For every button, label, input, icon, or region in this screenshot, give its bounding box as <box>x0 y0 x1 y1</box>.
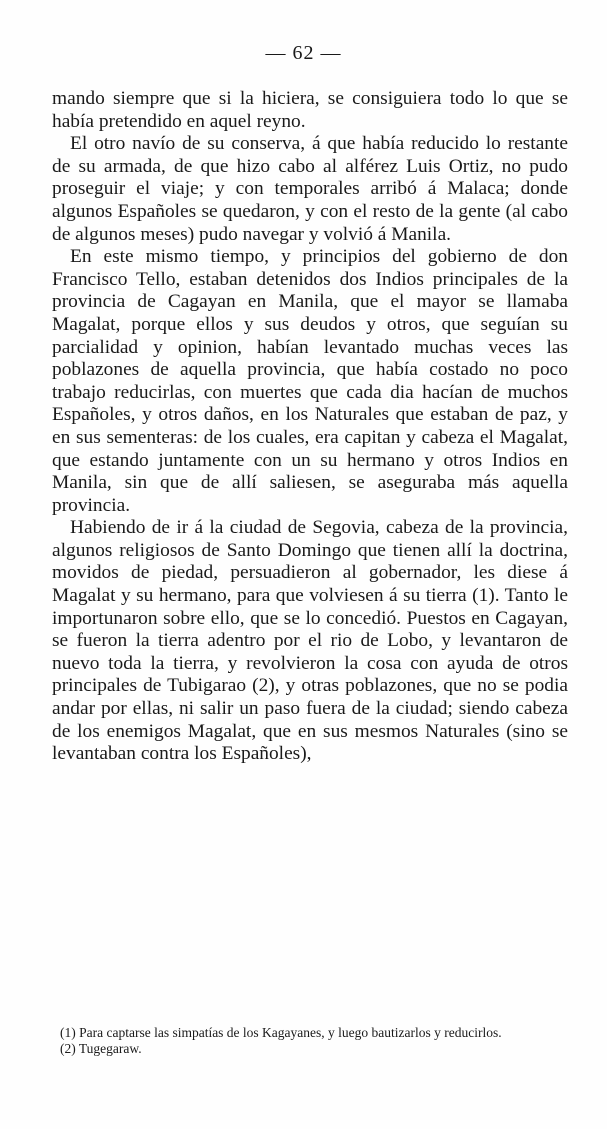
footnote: (1) Para captarse las simpatías de los Kagayanes, y luego bautizarlos y reducirlos. <box>60 1025 502 1040</box>
paragraph-continuation: mando siempre que si la hiciera, se consiguiera todo lo que se había pretendido en aquel reyno. <box>52 88 568 132</box>
footnotes <box>52 1025 568 1057</box>
page-number: — 62 — <box>265 42 342 64</box>
paragraph: El otro navío de su conserva, á que había reducido lo restante de su armada, de que hizo cabo al alférez Luis Ortiz, no pudo proseguir el viaje; y con temporales arribó á Malaca; donde algunos Españoles se quedaron, y con el resto de la gente (al cabo de algunos meses) pudo navegar y volvió á Manila. <box>52 133 568 245</box>
body-text <box>52 88 568 766</box>
paragraph: En este mismo tiempo, y principios del gobierno de don Francisco Tello, estaban detenidos dos Indios principales de la provincia de Cagayan en Manila, que el mayor se llamaba Magalat, porque ellos y sus deudos y otros, que seguían su parcialidad y opinion, habían levantado muchas veces las poblazones de aquella provincia, que había costado no poco trabajo reducirlas, con muertes que cada dia hacían de muchos Españoles, y otros daños, en los Naturales que estaban de paz, y en sus sementeras: de los cuales, era capitan y cabeza el Magalat, que estando juntamente con un su hermano y otros Indios en Manila, sin que de allí saliesen, se aseguraba más aquella provincia. <box>52 246 568 516</box>
footnote: (2) Tugegaraw. <box>60 1041 142 1056</box>
paragraph: Habiendo de ir á la ciudad de Segovia, cabeza de la provincia, algunos religiosos de Santo Domingo que tienen allí la doctrina, movidos de piedad, persuadieron al gobernador, les diese á Magalat y su hermano, para que volviesen á su tierra (1). Tanto le importunaron sobre ello, que se lo concedió. Puestos en Cagayan, se fueron la tierra adentro por el rio de Lobo, y levantaron de nuevo toda la tierra, y revolvieron la cosa con ayuda de otros principales de Tubigarao (2), y otras poblazones, que no se podia andar por ellas, ni salir un paso fuera de la ciudad; siendo cabeza de los enemigos Magalat, que en sus mesmos Naturales (sino se levantaban contra los Españoles), <box>52 517 568 765</box>
